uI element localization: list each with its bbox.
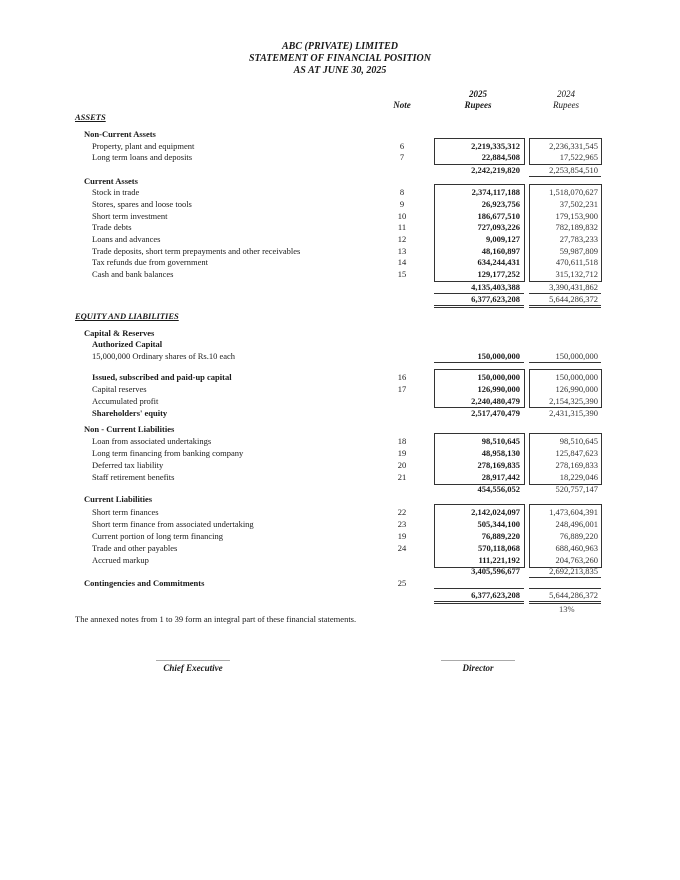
line-item-note: 16	[397, 372, 407, 382]
line-item-note: 12	[397, 234, 407, 244]
line-item-label: Trade debts	[92, 222, 132, 232]
signature-chief-executive: Chief Executive	[163, 663, 223, 673]
value-2025: 150,000,000	[477, 372, 520, 382]
value-2024: 2,154,325,390	[549, 396, 598, 406]
line-item-label: Stock in trade	[92, 187, 140, 197]
signature-line	[441, 660, 515, 661]
subtotal-2024: 2,692,213,835	[549, 566, 598, 576]
value-2024: 179,153,900	[555, 211, 598, 221]
line-item-note: 22	[397, 507, 407, 517]
col-year-current: 2025	[469, 89, 487, 99]
value-2024: 59,987,809	[559, 246, 598, 256]
boxed-values-frame	[434, 504, 525, 568]
subtotal-2025: 3,405,596,677	[471, 566, 520, 576]
value-2025: 98,510,645	[481, 436, 520, 446]
value-2025: 28,917,442	[481, 472, 520, 482]
subtotal-2024: 3,390,431,862	[549, 282, 598, 292]
statement-date: AS AT JUNE 30, 2025	[293, 65, 387, 76]
value-2024: 76,889,220	[559, 531, 598, 541]
value-2025: 2,142,024,097	[471, 507, 520, 517]
value-2024: 126,990,000	[555, 384, 598, 394]
line-item-label: Loan from associated undertakings	[92, 436, 212, 446]
line-item-label: Short term investment	[92, 211, 168, 221]
subtotal-2024: 520,757,147	[555, 484, 598, 494]
rule	[529, 588, 601, 589]
value-2025: 26,923,756	[481, 199, 520, 209]
value-2025: 186,677,510	[477, 211, 520, 221]
col-currency-current: Rupees	[464, 100, 492, 110]
line-item-label: Short term finance from associated undertaking	[92, 519, 254, 529]
value-2024: 204,763,260	[555, 555, 598, 565]
value-2024: 278,169,833	[555, 460, 598, 470]
line-item-label: Property, plant and equipment	[92, 141, 195, 151]
total-equity-liabilities-2024: 5,644,286,372	[549, 590, 598, 600]
rule	[529, 362, 601, 363]
line-item-note: 24	[397, 543, 407, 553]
line-item-note: 15	[397, 269, 407, 279]
value-2025: 48,958,130	[481, 448, 520, 458]
value-2024: 98,510,645	[559, 436, 598, 446]
section-title-equity-liabilities: EQUITY AND LIABILITIES	[75, 311, 179, 321]
value-2024: 125,847,623	[555, 448, 598, 458]
statement-title: STATEMENT OF FINANCIAL POSITION	[249, 53, 431, 64]
line-item-label: Accrued markup	[92, 555, 149, 565]
boxed-values-frame	[434, 369, 525, 408]
col-currency-prior: Rupees	[553, 100, 579, 110]
value-2025: 2,219,335,312	[471, 141, 520, 151]
line-item-note: 18	[397, 436, 407, 446]
value-2025: 126,990,000	[477, 384, 520, 394]
signature-line	[156, 660, 230, 661]
subsection-non-current-liabilities: Non - Current Liabilities	[84, 424, 175, 434]
value-2025: 48,160,897	[481, 246, 520, 256]
line-item-label: Trade deposits, short term prepayments and other receivables	[92, 246, 301, 256]
value-2024: 248,496,001	[555, 519, 598, 529]
value-2025: 9,009,127	[486, 234, 520, 244]
subtotal-2025: 2,242,219,820	[471, 165, 520, 175]
line-item-note: 10	[397, 211, 407, 221]
value-2025: 150,000,000	[477, 351, 520, 361]
value-2024: 1,473,604,391	[549, 507, 598, 517]
value-2025: 111,221,192	[478, 555, 520, 565]
rule	[529, 176, 601, 177]
line-item-note: 11	[397, 222, 407, 232]
line-item-label: Loans and advances	[92, 234, 161, 244]
double-rule	[434, 305, 524, 308]
value-2024: 18,229,046	[559, 472, 598, 482]
line-item-label: Trade and other payables	[92, 543, 178, 553]
line-item-label: Issued, subscribed and paid-up capital	[92, 372, 232, 382]
line-item-label: Long term loans and deposits	[92, 152, 193, 162]
subsection-current-liabilities: Current Liabilities	[84, 494, 153, 504]
rule	[434, 588, 524, 589]
boxed-values-frame	[434, 433, 525, 485]
subtotal-2025: 4,135,403,388	[471, 282, 520, 292]
value-2024: 150,000,000	[555, 351, 598, 361]
line-item-label: 15,000,000 Ordinary shares of Rs.10 each	[92, 351, 236, 361]
line-item-note: 7	[399, 152, 405, 162]
line-item-note: 20	[397, 460, 407, 470]
line-item-label: Short term finances	[92, 507, 159, 517]
total-equity-liabilities-2025: 6,377,623,208	[471, 590, 520, 600]
value-2024: 782,189,832	[555, 222, 598, 232]
line-item-note: 19	[397, 531, 407, 541]
percent-change: 13%	[559, 604, 575, 614]
boxed-values-frame	[529, 504, 602, 568]
company-name: ABC (PRIVATE) LIMITED	[282, 41, 398, 52]
value-2024: 37,502,231	[559, 199, 598, 209]
col-note: Note	[393, 100, 411, 110]
value-2025: 570,118,068	[477, 543, 520, 553]
subsection-authorized-capital: Authorized Capital	[92, 339, 163, 349]
contingencies-label: Contingencies and Commitments	[84, 578, 205, 588]
value-2025: 278,169,835	[477, 460, 520, 470]
line-item-note: 8	[399, 187, 405, 197]
line-item-label: Shareholders' equity	[92, 408, 168, 418]
line-item-note: 21	[397, 472, 407, 482]
value-2024: 150,000,000	[555, 372, 598, 382]
line-item-note: 19	[397, 448, 407, 458]
value-2025: 2,240,480,479	[471, 396, 520, 406]
subtotal-2024: 2,253,854,510	[549, 165, 598, 175]
boxed-values-frame	[529, 369, 602, 408]
total-assets-2024: 5,644,286,372	[549, 294, 598, 304]
subsection-non-current-assets: Non-Current Assets	[84, 129, 156, 139]
col-year-prior: 2024	[557, 89, 575, 99]
section-title-assets: ASSETS	[75, 112, 106, 122]
line-item-label: Capital reserves	[92, 384, 147, 394]
value-2024: 17,522,965	[559, 152, 598, 162]
subtotal-2024: 2,431,315,390	[549, 408, 598, 418]
boxed-values-frame	[434, 138, 525, 165]
line-item-note: 9	[399, 199, 405, 209]
rule	[529, 577, 601, 578]
line-item-label: Current portion of long term financing	[92, 531, 224, 541]
line-item-note: 13	[397, 246, 407, 256]
value-2025: 2,374,117,188	[471, 187, 520, 197]
value-2024: 315,132,712	[555, 269, 598, 279]
line-item-label: Tax refunds due from government	[92, 257, 209, 267]
line-item-label: Deferred tax liability	[92, 460, 164, 470]
boxed-values-frame	[529, 433, 602, 485]
value-2024: 27,783,233	[559, 234, 598, 244]
total-assets-2025: 6,377,623,208	[471, 294, 520, 304]
subsection-capital-reserves: Capital & Reserves	[84, 328, 155, 338]
subtotal-2025: 454,556,052	[477, 484, 520, 494]
line-item-label: Cash and bank balances	[92, 269, 174, 279]
line-item-note: 14	[397, 257, 407, 267]
boxed-values-frame	[434, 184, 525, 282]
line-item-note: 17	[397, 384, 407, 394]
line-item-note: 25	[397, 578, 407, 588]
double-rule	[434, 601, 524, 604]
value-2025: 22,884,508	[481, 152, 520, 162]
line-item-note: 23	[397, 519, 407, 529]
rule	[434, 362, 524, 363]
subtotal-2025: 2,517,470,479	[471, 408, 520, 418]
line-item-label: Accumulated profit	[92, 396, 159, 406]
value-2024: 688,460,963	[555, 543, 598, 553]
value-2025: 727,093,226	[477, 222, 520, 232]
signature-director: Director	[462, 663, 494, 673]
value-2025: 76,889,220	[481, 531, 520, 541]
value-2025: 129,177,252	[477, 269, 520, 279]
line-item-label: Staff retirement benefits	[92, 472, 175, 482]
line-item-label: Long term financing from banking company	[92, 448, 244, 458]
subsection-current-assets: Current Assets	[84, 176, 138, 186]
boxed-values-frame	[529, 138, 602, 165]
line-item-note: 6	[399, 141, 405, 151]
line-item-label: Stores, spares and loose tools	[92, 199, 192, 209]
boxed-values-frame	[529, 184, 602, 282]
value-2024: 2,236,331,545	[549, 141, 598, 151]
value-2025: 505,344,100	[477, 519, 520, 529]
value-2024: 470,611,518	[555, 257, 598, 267]
value-2024: 1,518,070,627	[549, 187, 598, 197]
footnote: The annexed notes from 1 to 39 form an integral part of these financial statements.	[75, 614, 357, 624]
double-rule	[529, 305, 601, 308]
value-2025: 634,244,431	[477, 257, 520, 267]
